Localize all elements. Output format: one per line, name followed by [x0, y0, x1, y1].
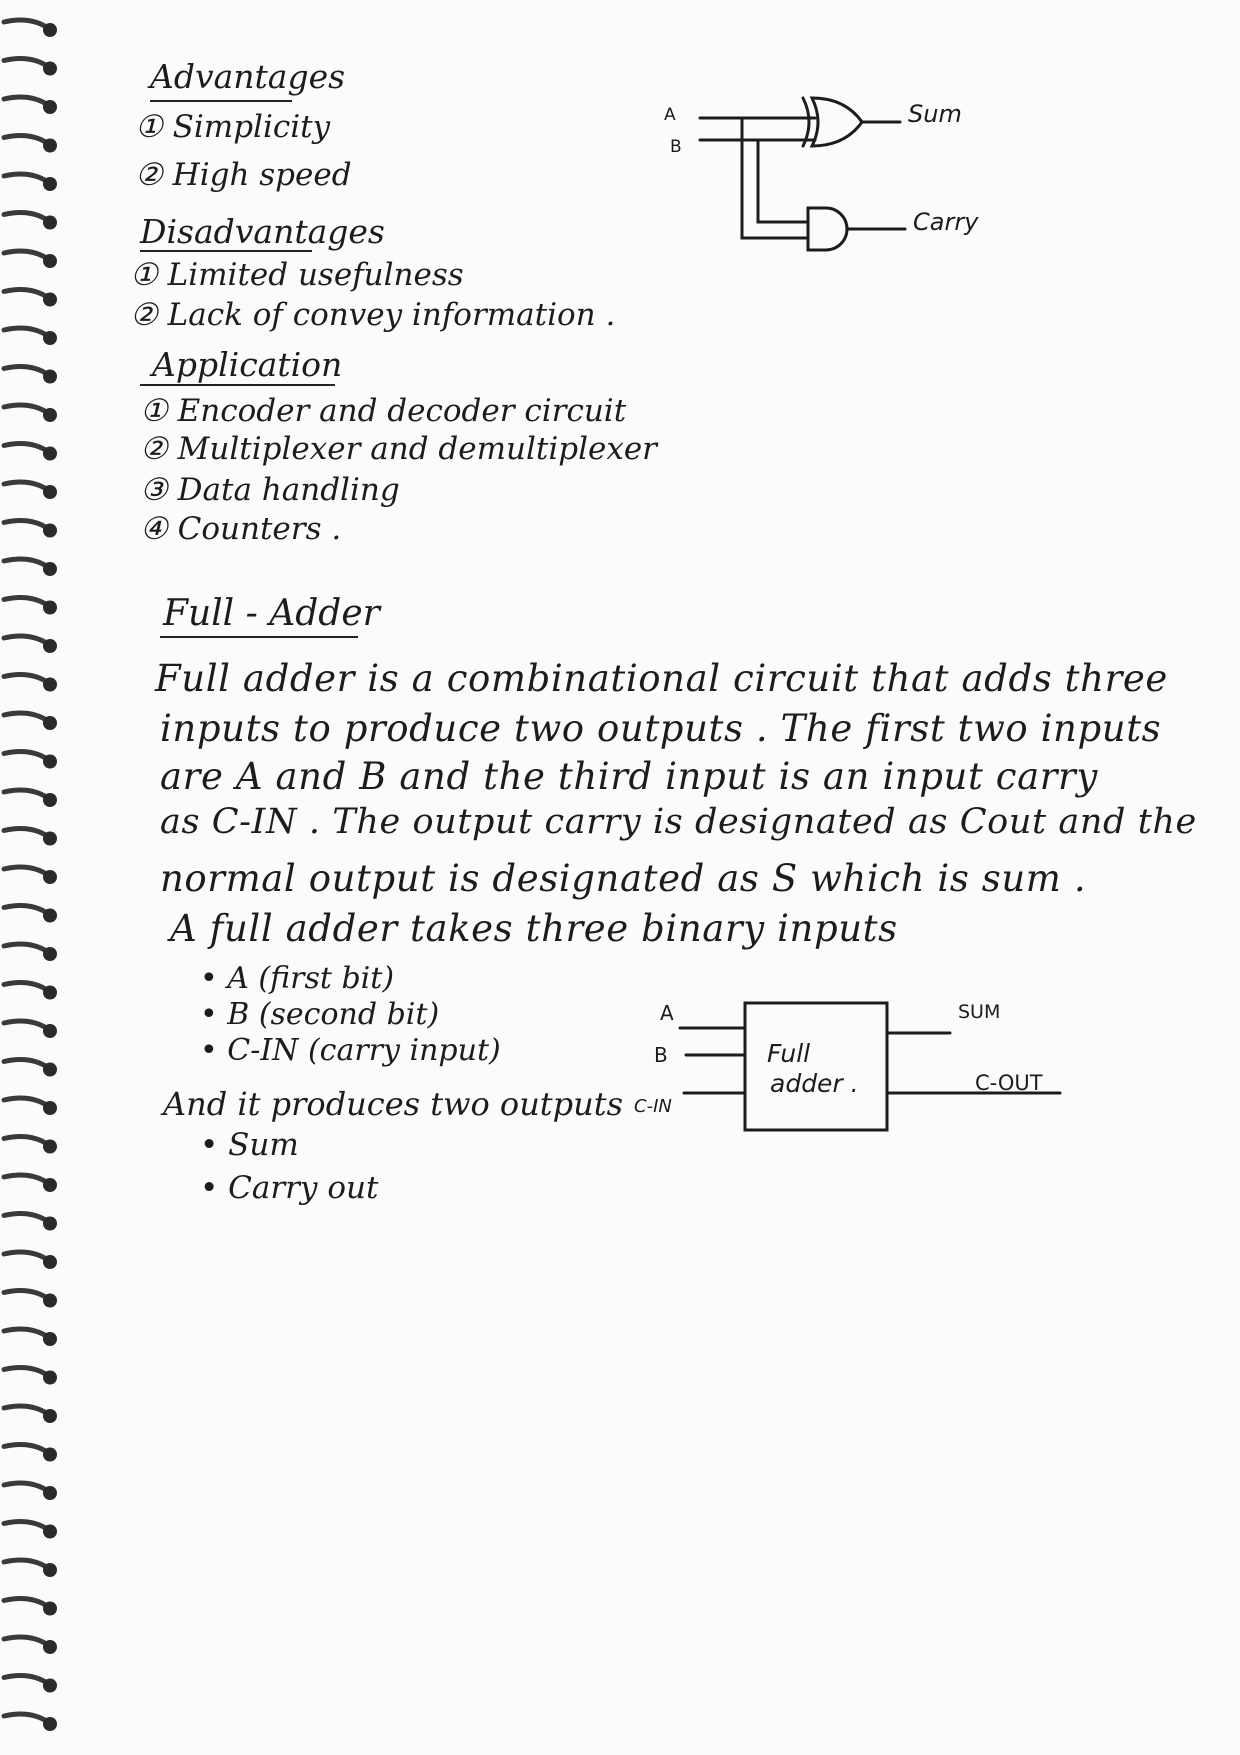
wire-a-down: [742, 118, 808, 238]
input-b-label: B: [654, 1043, 668, 1067]
item-number: ①: [140, 393, 168, 429]
spiral-binding: [0, 0, 80, 1755]
list-item: [140, 472, 400, 508]
item-number: ③: [140, 472, 168, 508]
input-b-label: B: [670, 137, 682, 157]
carry-label: Carry: [913, 208, 979, 236]
disadvantages-underline: [140, 250, 312, 252]
cout-output-label: C-OUT: [975, 1071, 1043, 1095]
item-number: ④: [140, 511, 168, 547]
application-heading: Application: [152, 345, 343, 384]
list-item: [130, 257, 464, 293]
bullet-item: • Sum: [200, 1127, 299, 1163]
half-adder-diagram: [664, 98, 979, 250]
input-a-label: A: [664, 105, 676, 125]
item-text: Lack of convey information .: [167, 297, 616, 333]
list-item: [135, 157, 352, 193]
paragraph-line: as C-IN . The output carry is designated as Cout and the: [160, 802, 1197, 842]
advantages-heading: Advantages: [150, 57, 346, 96]
item-number: ②: [140, 431, 168, 467]
list-item: [140, 393, 627, 429]
wire-b-down: [758, 140, 808, 222]
list-item: [135, 109, 331, 145]
box-label-adder: adder .: [770, 1069, 859, 1098]
application-underline: [140, 384, 335, 386]
full-adder-heading: Full - Adder: [163, 593, 380, 634]
list-item: [140, 431, 657, 467]
paragraph-line: Full adder is a combinational circuit that adds three: [155, 657, 1168, 700]
item-text: Multiplexer and demultiplexer: [177, 431, 657, 467]
item-text: Limited usefulness: [167, 257, 464, 293]
and-gate: [808, 208, 847, 250]
list-item: [130, 297, 616, 333]
xor-gate: [812, 98, 862, 146]
item-text: Counters .: [177, 511, 342, 547]
item-text: Encoder and decoder circuit: [177, 393, 627, 429]
xor-gate-back: [803, 98, 809, 146]
paragraph-line: inputs to produce two outputs . The first two inputs: [160, 707, 1162, 750]
item-number: ②: [130, 297, 158, 333]
paragraph-line: normal output is designated as S which is sum .: [160, 857, 1087, 900]
item-text: Data handling: [177, 472, 400, 508]
list-item: [140, 511, 342, 547]
sum-output-label: SUM: [958, 1001, 1001, 1023]
sum-label: Sum: [908, 100, 962, 128]
bullet-item: • B (second bit): [200, 997, 440, 1032]
item-number: ①: [130, 257, 158, 293]
item-number: ①: [135, 109, 163, 145]
item-text: High speed: [172, 157, 352, 193]
paragraph-line: are A and B and the third input is an input carry: [160, 755, 1098, 798]
item-text: Simplicity: [172, 109, 331, 145]
item-number: ②: [135, 157, 163, 193]
bullet-item: • C-IN (carry input): [200, 1033, 501, 1068]
input-a-label: A: [660, 1001, 674, 1025]
bullet-item: • A (first bit): [200, 961, 395, 996]
inputs-intro: A full adder takes three binary inputs: [170, 907, 898, 950]
input-cin-label: C-IN: [634, 1096, 672, 1117]
advantages-underline: [150, 100, 292, 102]
bullet-item: • Carry out: [200, 1170, 379, 1206]
outputs-intro: And it produces two outputs: [163, 1085, 624, 1123]
full-adder-block-diagram: [634, 1001, 1060, 1130]
full-adder-box: [745, 1003, 887, 1130]
full-adder-underline: [160, 636, 358, 638]
disadvantages-heading: Disadvantages: [140, 212, 385, 251]
box-label-full: Full: [767, 1039, 811, 1068]
